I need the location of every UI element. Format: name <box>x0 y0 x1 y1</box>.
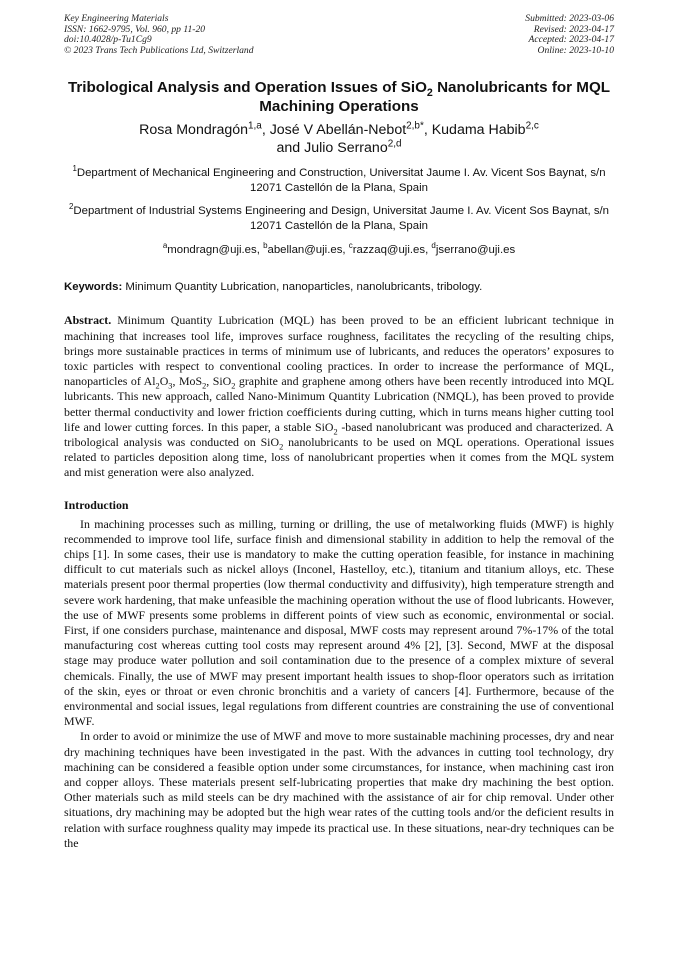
journal-issn: ISSN: 1662-9795, Vol. 960, pp 11-20 <box>64 23 206 35</box>
journal-header <box>64 14 614 56</box>
author-sup: 2,b* <box>406 120 424 132</box>
email-list <box>64 243 614 258</box>
affiliation-text: Department of Industrial Systems Engineering and Design, Universitat Jaume I. Av. Vicent Sos Baynat, s/n 12071 Castellón de la Plana, Spain <box>73 205 610 233</box>
abstract-subscript: 2 <box>333 427 338 437</box>
affiliation-sup: 1 <box>72 164 77 174</box>
keywords <box>64 280 614 295</box>
title-text-1: Tribological Analysis and Operation Issues of SiO <box>67 79 427 97</box>
email-address[interactable]: jserrano@uji.es <box>435 244 516 257</box>
abstract-text: nanolubricants to be used on MQL operations. Operational issues related to particles deposition along time, loss of nanolubricant properties when it comes from the MQL system and mist generation were also analyzed. <box>64 435 614 480</box>
date-submitted: Submitted: 2023-03-06 <box>525 13 614 24</box>
journal-name: Key Engineering Materials <box>64 13 169 24</box>
author-list <box>64 121 614 157</box>
affiliation-1 <box>64 166 614 196</box>
abstract-text: , SiO <box>206 374 232 389</box>
author-name: Kudama Habib <box>431 122 526 139</box>
email-separator: , <box>256 244 264 257</box>
author-name: Rosa Mondragón <box>139 122 249 139</box>
author-separator: and <box>276 140 305 157</box>
abstract-subscript: 2 <box>279 442 284 452</box>
journal-info <box>64 14 254 56</box>
abstract-subscript: 3 <box>168 381 173 391</box>
keywords-text: Minimum Quantity Lubrication, nanoparticles, nanolubricants, tribology. <box>122 281 483 294</box>
affiliation-2 <box>64 204 614 234</box>
keywords-label: Keywords: <box>64 281 123 294</box>
publication-dates <box>525 14 614 56</box>
abstract-text: O <box>159 374 169 389</box>
abstract-text: , MoS <box>172 374 203 389</box>
abstract-subscript: 2 <box>231 381 236 391</box>
author-sup: 1,a <box>248 120 262 132</box>
email-sup: b <box>263 241 268 251</box>
author-separator: , <box>423 122 432 139</box>
author-sup: 2,d <box>387 138 402 150</box>
email-separator: , <box>342 244 349 257</box>
email-address[interactable]: abellan@uji.es <box>267 244 343 257</box>
journal-copyright: © 2023 Trans Tech Publications Ltd, Switzerland <box>64 44 254 56</box>
date-accepted: Accepted: 2023-04-17 <box>528 34 614 46</box>
author-name: Julio Serrano <box>304 140 388 157</box>
abstract-text: -based nanolubricant was produced and characterized. A tribological analysis was conducted on SiO <box>64 419 614 449</box>
abstract-subscript: 2 <box>202 381 207 391</box>
paper-title <box>64 78 614 116</box>
title-subscript: 2 <box>426 87 433 100</box>
abstract-text: graphite and graphene among others have been recently introduced into MQL lubricants. This new approach, called Nano-Minimum Quantity Lubrication (NMQL), has been proved to provide better thermal conductivity and lower friction coefficients during cutting, which in turns means higher cutting tool life and lower cutting forces. In this paper, a stable SiO <box>64 374 614 434</box>
abstract-subscript: 2 <box>155 381 160 391</box>
abstract <box>64 313 614 480</box>
section-heading-introduction: Introduction <box>64 497 129 512</box>
journal-doi: doi:10.4028/p-Tu1Cg9 <box>64 34 152 46</box>
author-sup: 2,c <box>525 120 539 132</box>
email-sup: a <box>162 241 168 251</box>
email-sup: d <box>431 241 436 251</box>
author-separator: , <box>261 122 270 139</box>
email-address[interactable]: razzaq@uji.es <box>352 244 426 257</box>
author-name: José V Abellán-Nebot <box>269 122 407 139</box>
abstract-text: Minimum Quantity Lubrication (MQL) has been proved to be an efficient lubricant technique in machining that increases tool life, improves surface roughness, facilitates the recycling of the resulting chips, brings more sustainable practices in terms of minimum use of lubricants, and reduces the operators’ exposures to toxic particles with respect to conventional cooling practices. In order to increase the performance of MQL, nanoparticles of Al <box>64 313 614 389</box>
abstract-label: Abstract. <box>64 313 112 328</box>
email-separator: , <box>425 244 432 257</box>
affiliation-text: Department of Mechanical Engineering and Construction, Universitat Jaume I. Av. Vicent Sos Baynat, s/n 12071 Castellón de la Plana, Spain <box>76 167 606 195</box>
affiliation-sup: 2 <box>68 202 74 212</box>
date-revised: Revised: 2023-04-17 <box>533 23 614 35</box>
title-text-2: Nanolubricants for MQL Machining Operations <box>259 79 611 116</box>
email-address[interactable]: mondragn@uji.es <box>167 244 257 257</box>
intro-paragraph-2: In order to avoid or minimize the use of MWF and move to more sustainable machining processes, dry and near dry machining techniques have been investigated in the past. With the advances in cutting tool technology, dry machining can be considered a feasible option under some circumstances, for instance, when machining cast iron and copper alloys. These materials present self-lubricating properties that make dry machining the best option. Other materials such as mild steels can be dry machined with the assistance of air for chip removal. Under other situations, dry machining may be adopted but the high wear rates of the cutting tools and/or the deficient results in relation with surface roughness quality may impede its practical use. In these situations, near-dry techniques can be the <box>64 729 614 850</box>
date-online: Online: 2023-10-10 <box>537 44 614 56</box>
intro-paragraph-1: In machining processes such as milling, turning or drilling, the use of metalworking fluids (MWF) is highly recommended to improve tool life, surface finish and dimensional stability in addition to help the removal of the chips [1]. In some cases, their use is mandatory to make the cutting operation feasible, for instance in machining difficult to cut materials such as nickel alloys (Inconel, Hastelloy, etc.), titanium and titanium alloys, etc. These materials present poor thermal properties (low thermal conductivity and diffusivity), high temperature strength and severe work hardening, that make unfeasible the machining operation without the use of flood lubricants. However, the use of MWF presents some problems in different points of view such as economic, environmental or social. First, if one considers purchase, maintenance and disposal, MWF costs may represent around 7%-17% of the total manufacturing cost whereas cutting tool costs may represent around 4% [2], [3]. Second, MWF at the disposal stage may produce water pollution and soil contamination due to the presence of a complex mixture of several chemicals. Finally, the use of MWF may present important health issues to shop-floor operators such as irritation of the skin, eyes or throat or even chronic bronchitis and a variety of cancers [4]. Furthermore, because of the environmental and social issues, legal regulations from different countries are constraining the use of conventional MWF. <box>64 516 614 729</box>
email-sup: c <box>348 241 353 251</box>
